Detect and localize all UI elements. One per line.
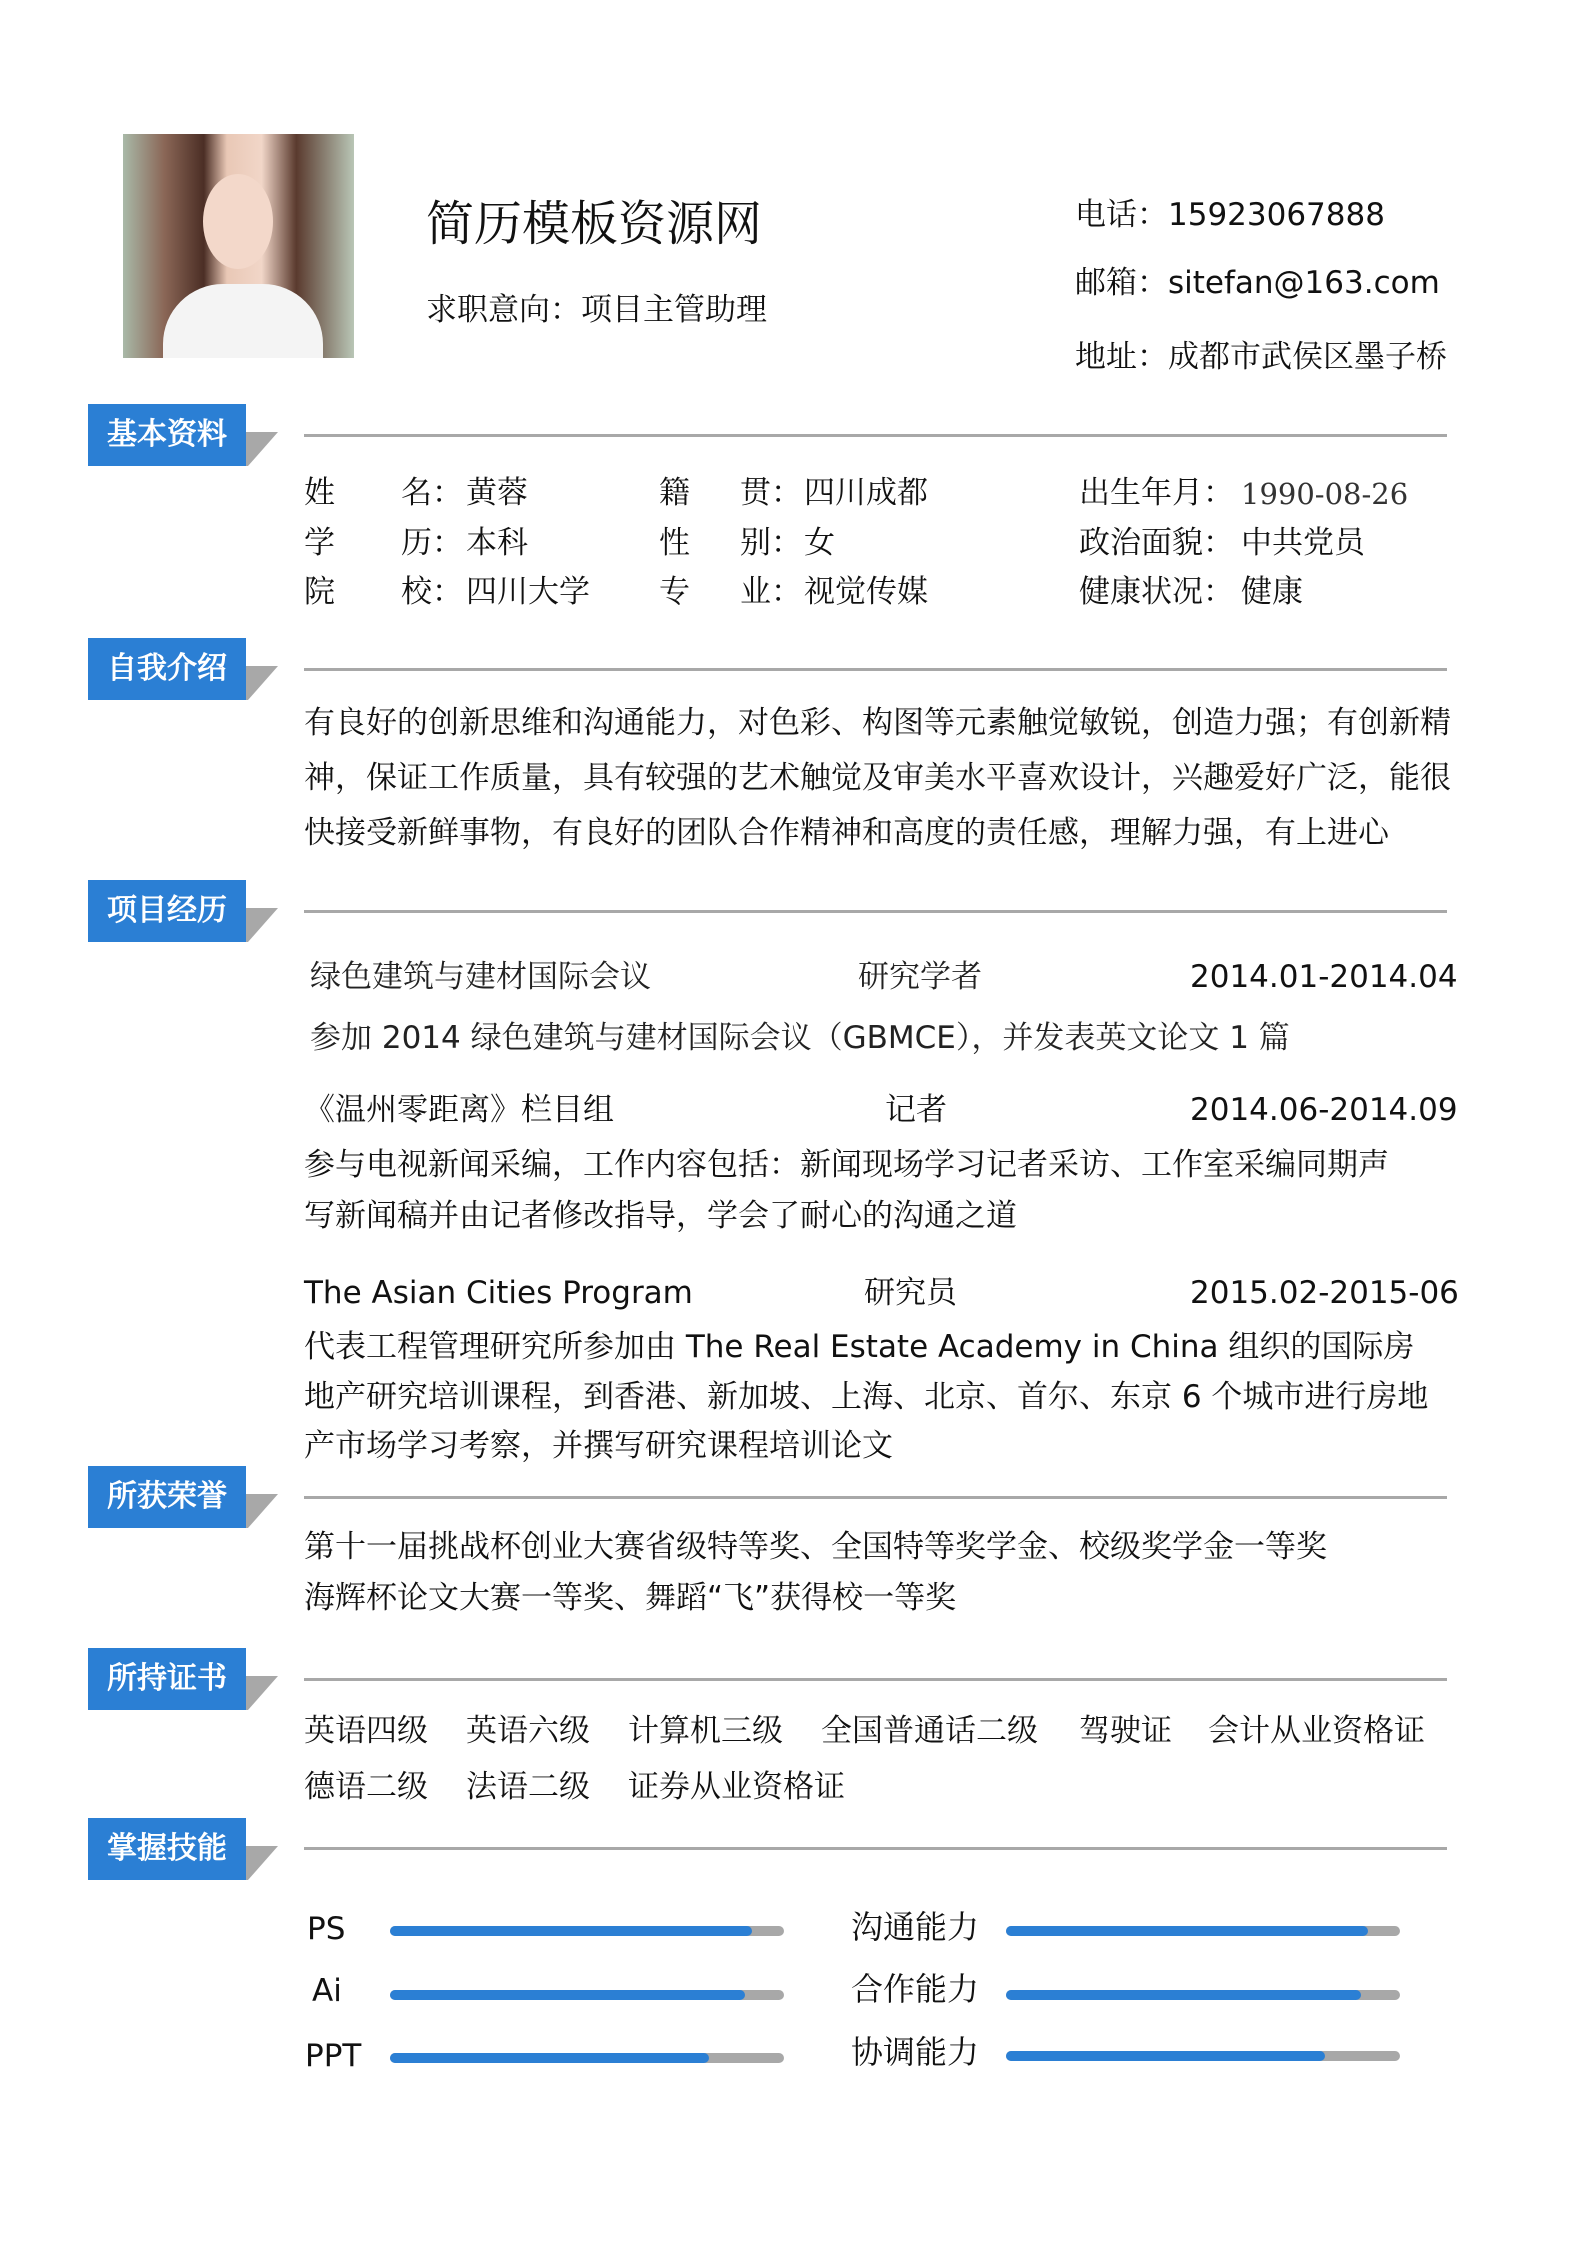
cert-item: 证券从业资格证 (628, 1769, 845, 1805)
divider (304, 668, 1447, 671)
project-desc: 参与电视新闻采编，工作内容包括：新闻现场学习记者采访、工作室采编同期声 (304, 1147, 1389, 1183)
section-intro-header (88, 638, 246, 700)
project-desc: 写新闻稿并由记者修改指导，学会了耐心的沟通之道 (304, 1198, 1017, 1234)
label: 出生年月： (1079, 475, 1234, 511)
cert-item: 法语二级 (466, 1769, 590, 1805)
label: 姓 (304, 475, 335, 511)
skill-bar (1006, 2051, 1400, 2061)
project-role: 记者 (885, 1092, 947, 1128)
cert-item: 计算机三级 (628, 1713, 783, 1749)
label: 专 (659, 574, 690, 610)
label: 健康状况： (1079, 574, 1234, 610)
label: 名： (401, 475, 463, 511)
section-title: 所获荣誉 (88, 1466, 246, 1528)
skill-bar-fill (390, 2053, 709, 2063)
intro-line: 有良好的创新思维和沟通能力，对色彩、构图等元素触觉敏锐，创造力强；有创新精 (304, 705, 1451, 741)
label: 院 (304, 574, 335, 610)
value: 四川大学 (466, 574, 590, 610)
intro-line: 快接受新鲜事物，有良好的团队合作精神和高度的责任感，理解力强，有上进心 (304, 815, 1389, 851)
project-desc: 参加 2014 绿色建筑与建材国际会议（GBMCE），并发表英文论文 1 篇 (310, 1020, 1290, 1056)
label: 业： (740, 574, 802, 610)
project-desc: 代表工程管理研究所参加由 The Real Estate Academy in China 组织的国际房 (304, 1329, 1415, 1365)
section-title: 自我介绍 (88, 638, 246, 700)
section-title: 基本资料 (88, 404, 246, 466)
divider (304, 910, 1447, 913)
label: 校： (401, 574, 463, 610)
job-objective: 求职意向：项目主管助理 (426, 292, 767, 328)
project-title: The Asian Cities Program (304, 1275, 693, 1311)
project-date: 2014.01-2014.04 (1190, 959, 1458, 995)
section-title: 项目经历 (88, 880, 246, 942)
project-title: 绿色建筑与建材国际会议 (310, 959, 651, 995)
cert-item: 英语四级 (304, 1713, 428, 1749)
section-honors-header (88, 1466, 246, 1528)
divider (304, 1496, 1447, 1499)
value: 本科 (466, 525, 528, 561)
skill-bar-fill (1006, 1926, 1368, 1936)
project-title: 《温州零距离》栏目组 (304, 1092, 614, 1128)
address: 地址：成都市武侯区墨子桥 (1075, 339, 1447, 375)
skill-label: 沟通能力 (851, 1908, 980, 1946)
label: 学 (304, 525, 335, 561)
skill-label: 协调能力 (851, 2033, 980, 2071)
email: 邮箱：sitefan@163.com (1075, 265, 1440, 301)
value: 健康 (1241, 574, 1303, 610)
label: 政治面貌： (1079, 525, 1234, 561)
divider (304, 1678, 1447, 1681)
value: 女 (804, 525, 835, 561)
section-basic-header (88, 404, 246, 466)
section-certs-header (88, 1648, 246, 1710)
project-role: 研究员 (864, 1275, 957, 1311)
cert-item: 德语二级 (304, 1769, 428, 1805)
skill-bar (390, 2053, 784, 2063)
resume-title: 简历模板资源网 (426, 196, 763, 252)
skill-bar (1006, 1990, 1400, 2000)
skill-bar-fill (1006, 2051, 1325, 2061)
skill-bar (390, 1926, 784, 1936)
intro-line: 神，保证工作质量，具有较强的艺术触觉及审美水平喜欢设计，兴趣爱好广泛，能很 (304, 760, 1451, 796)
honor-line: 海辉杯论文大赛一等奖、舞蹈“飞”获得校一等奖 (304, 1580, 957, 1616)
skill-bar (1006, 1926, 1400, 1936)
cert-item: 英语六级 (466, 1713, 590, 1749)
label: 籍 (659, 475, 690, 511)
cert-item: 驾驶证 (1079, 1713, 1172, 1749)
label: 贯： (740, 475, 802, 511)
section-title: 掌握技能 (88, 1818, 246, 1880)
skill-label: 合作能力 (851, 1970, 980, 2008)
project-date: 2014.06-2014.09 (1190, 1092, 1458, 1128)
section-skills-header (88, 1818, 246, 1880)
divider (304, 434, 1447, 437)
project-date: 2015.02-2015-06 (1190, 1275, 1459, 1311)
label: 别： (740, 525, 802, 561)
phone: 电话：15923067888 (1075, 197, 1385, 233)
project-desc: 产市场学习考察，并撰写研究课程培训论文 (304, 1428, 893, 1464)
divider (304, 1847, 1447, 1850)
skill-label: Ai (312, 1973, 342, 2009)
section-title: 所持证书 (88, 1648, 246, 1710)
skill-bar-fill (390, 1990, 745, 2000)
value: 黄蓉 (466, 475, 528, 511)
section-projects-header (88, 880, 246, 942)
value: 1990-08-26 (1241, 477, 1409, 511)
value: 中共党员 (1241, 525, 1365, 561)
cert-item: 会计从业资格证 (1208, 1713, 1425, 1749)
skill-bar-fill (1006, 1990, 1361, 2000)
cert-item: 全国普通话二级 (821, 1713, 1038, 1749)
project-role: 研究学者 (858, 959, 982, 995)
skill-label: PPT (305, 2038, 362, 2074)
profile-photo (123, 134, 354, 358)
honor-line: 第十一届挑战杯创业大赛省级特等奖、全国特等奖学金、校级奖学金一等奖 (304, 1529, 1327, 1565)
value: 视觉传媒 (804, 574, 928, 610)
skill-bar-fill (390, 1926, 752, 1936)
project-desc: 地产研究培训课程，到香港、新加坡、上海、北京、首尔、东京 6 个城市进行房地 (304, 1379, 1429, 1415)
value: 四川成都 (804, 475, 928, 511)
skill-bar (390, 1990, 784, 2000)
label: 性 (659, 525, 690, 561)
label: 历： (401, 525, 463, 561)
skill-label: PS (307, 1911, 346, 1947)
